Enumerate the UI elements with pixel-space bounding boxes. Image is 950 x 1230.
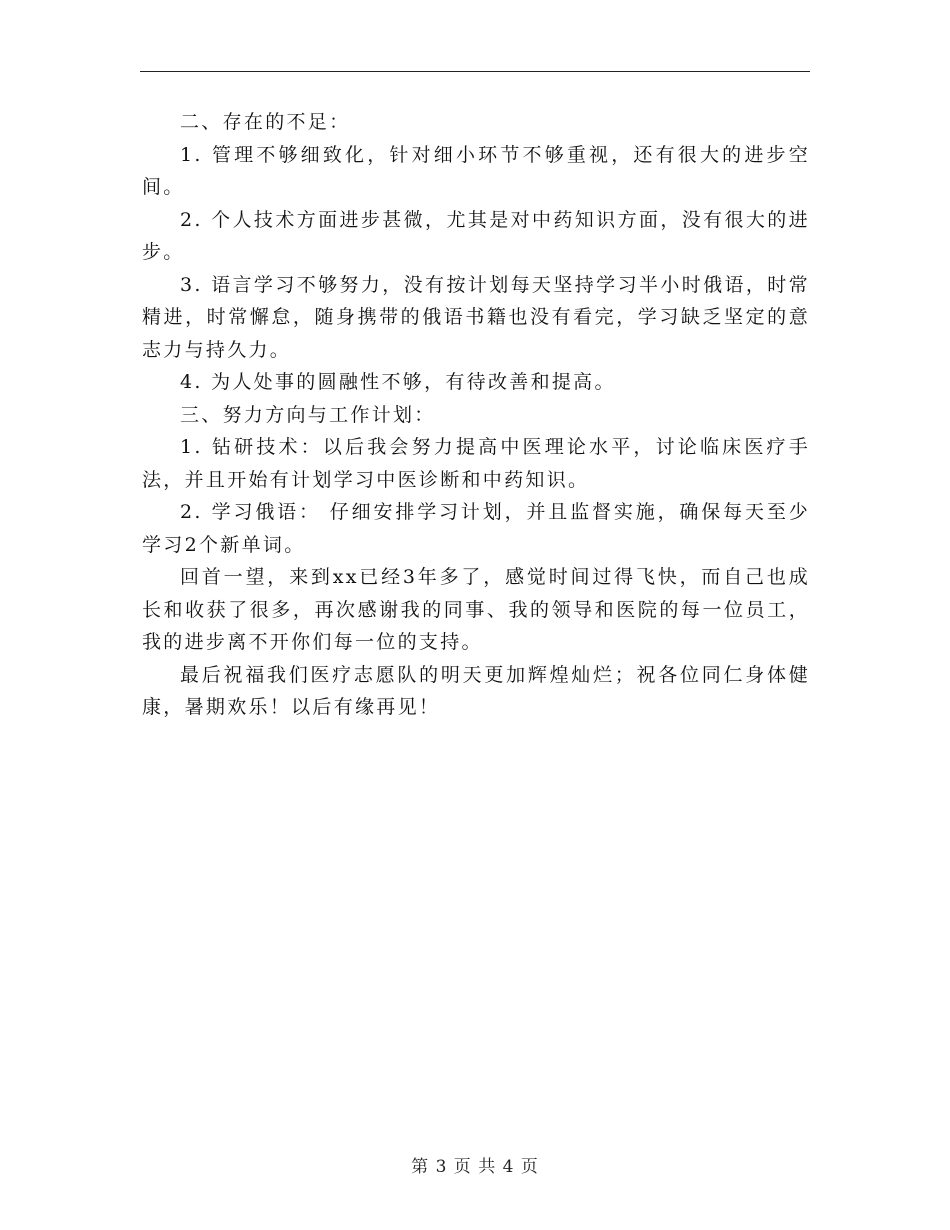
shortcoming-item-4: 4. 为人处事的圆融性不够，有待改善和提高。: [180, 371, 616, 393]
header-rule: [140, 71, 810, 72]
reflection-paragraph: 回首一望，来到xx已经3年多了，感觉时间过得飞快，而自己也成长和收获了很多，再次感谢我的同事、我的领导和医院的每一位员工，我的进步离不开你们每一位的支持。: [142, 566, 810, 653]
section-heading-plan: 三、努力方向与工作计划：: [180, 403, 436, 426]
shortcoming-item-3: 3. 语言学习不够努力，没有按计划每天坚持学习半小时俄语，时常精进，时常懈怠，随身携带的俄语书籍也没有看完，学习缺乏坚定的意志力与持久力。: [142, 273, 810, 361]
document-body: [142, 106, 810, 724]
section-heading-shortcomings: 二、存在的不足：: [180, 111, 351, 133]
plan-item-2: 2. 学习俄语： 仔细安排学习计划，并且监督实施，确保每天至少学习2个新单词。: [142, 501, 810, 556]
shortcoming-item-1: 1. 管理不够细致化，针对细小环节不够重视，还有很大的进步空间。: [142, 143, 810, 198]
plan-item-1: 1. 钻研技术：以后我会努力提高中医理论水平，讨论临床医疗手法，并且开始有计划学习中医诊断和中药知识。: [142, 436, 810, 491]
shortcoming-item-2: 2. 个人技术方面进步甚微，尤其是对中药知识方面，没有很大的进步。: [142, 208, 810, 263]
closing-paragraph: 最后祝福我们医疗志愿队的明天更加辉煌灿烂；祝各位同仁身体健康，暑期欢乐！以后有缘再见！: [142, 663, 810, 718]
page-number: 第 3 页 共 4 页: [411, 1157, 539, 1177]
